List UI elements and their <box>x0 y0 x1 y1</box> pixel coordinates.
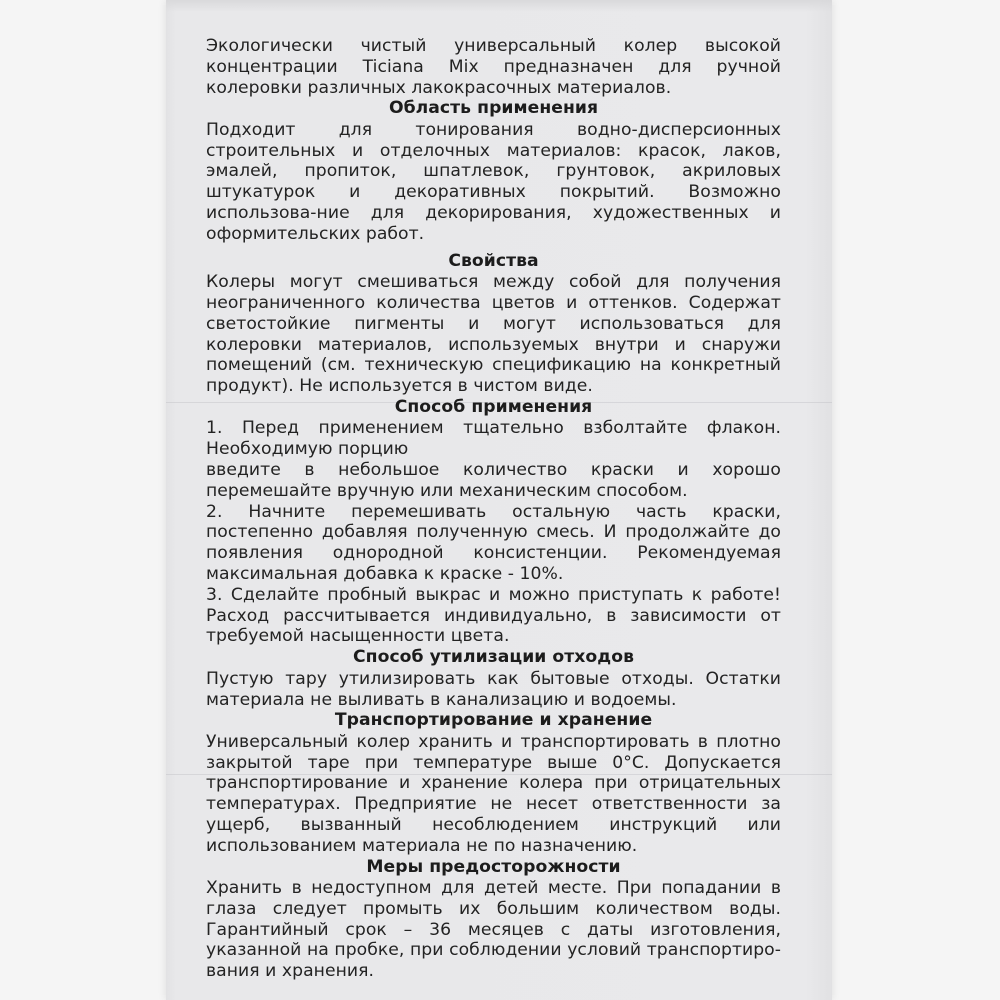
usage-step-1a: 1. Перед применением тщательно взболтайте флакон. Необходимую порцию <box>206 418 781 460</box>
precautions-paragraph: Хранить в недоступном для детей месте. При попадании в глаза следует промыть их большим количеством воды. Гарантийный срок – 36 месяцев с даты изготовления, указанной на пробке, при соблюдении условий транспортиро-вания и хранения. <box>206 878 781 982</box>
instruction-text <box>206 36 781 982</box>
section-title-usage: Способ применения <box>394 396 593 417</box>
section-title-properties: Свойства <box>448 250 539 271</box>
properties-paragraph: Колеры могут смешиваться между собой для получения неограниченного количества цветов и оттенков. Содержат светостойкие пигменты и могут использоваться для колеровки материалов, используемых внутри и снаружи помещений (см. техническую спецификацию на конкретный продукт). Не используется в чистом виде. <box>206 272 781 397</box>
application-area-paragraph: Подходит для тонирования водно-дисперсионных строительных и отделочных материалов: красок, лаков, эмалей, пропиток, шпатлевок, грунтовок, акриловых штукатурок и декоративных покрытий. Возможно использова-ние для декорирования, художественных и оформительских работ. <box>206 119 781 244</box>
intro-paragraph: Экологически чистый универсальный колер высокой концентрации Ticiana Mix предназначен для ручной колеровки различных лакокрасочных материалов. <box>206 36 781 98</box>
usage-step-2: 2. Начните перемешивать остальную часть краски, постепенно добавляя полученную смесь. И продолжайте до появления однородной консистенции. Рекомендуемая максимальная добавка к краске - 10%. <box>206 501 781 585</box>
disposal-paragraph: Пустую тару утилизировать как бытовые отходы. Остатки материала не выливать в канализацию и водоемы. <box>206 668 781 710</box>
usage-step-1b: введите в небольшое количество краски и хорошо перемешайте вручную или механическим способом. <box>206 460 781 501</box>
section-title-application-area: Область применения <box>388 98 599 119</box>
usage-step-3: 3. Сделайте пробный выкрас и можно приступать к работе! Расход рассчитывается индивидуально, в зависимости от требуемой насыщенности цвета. <box>206 584 781 647</box>
storage-paragraph: Универсальный колер хранить и транспортировать в плотно закрытой таре при температуре выше 0°С. Допускается транспортирование и хранение колера при отрицательных температурах. Предприятие не несет ответственности за ущерб, вызванный несоблюдением инструкций или использованием материала не по назначению. <box>206 731 781 856</box>
section-title-precautions: Меры предосторожности <box>366 856 621 877</box>
section-title-storage: Транспортирование и хранение <box>334 710 653 731</box>
section-title-disposal: Способ утилизации отходов <box>353 647 634 668</box>
